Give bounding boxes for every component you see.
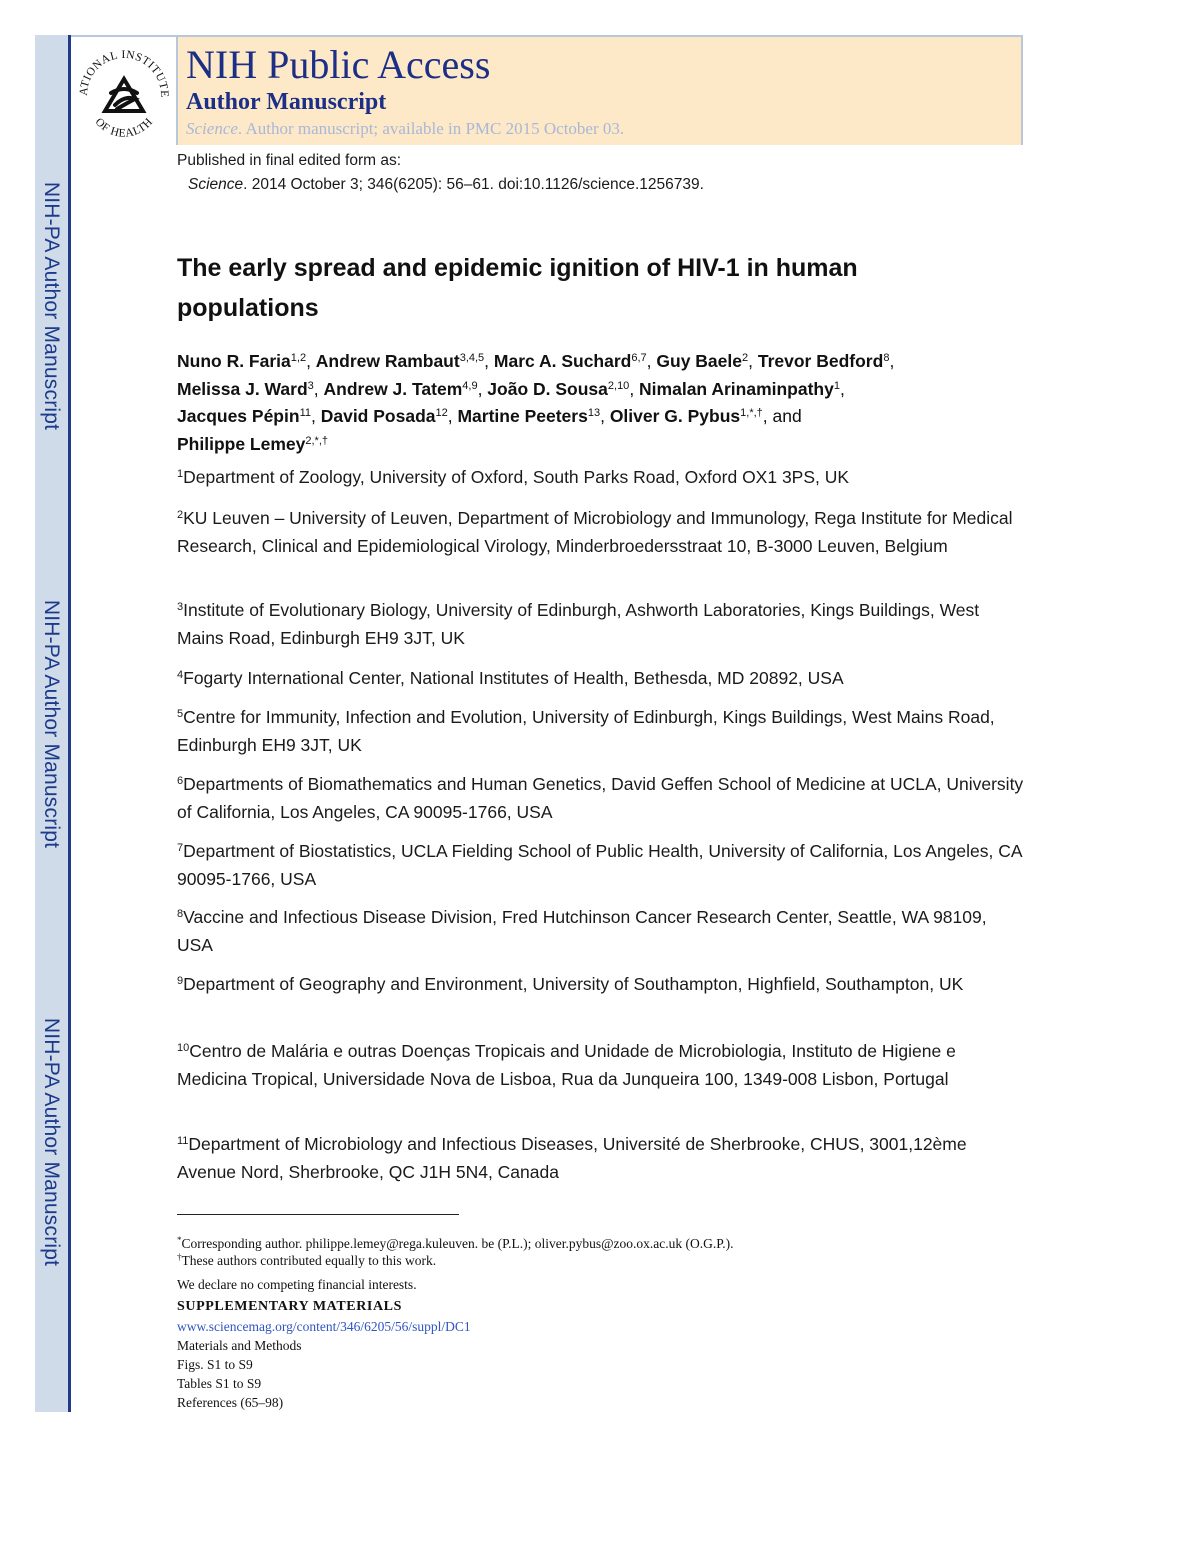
header-journal: Science (186, 119, 238, 138)
affiliation-text: Department of Zoology, University of Oxford, South Parks Road, Oxford OX1 3PS, UK (183, 467, 850, 487)
supplementary-link[interactable]: www.sciencemag.org/content/346/6205/56/suppl/DC1 (177, 1319, 471, 1334)
affiliation-text: Centro de Malária e outras Doenças Tropicais and Unidade de Microbiologia, Instituto de Higiene e Medicina Tropical, Universidade Nova de Lisboa, Rua da Junqueira 100, 1349-008 Lisbon, Portugal (177, 1041, 956, 1089)
affiliation-number: 2 (177, 509, 184, 521)
author-name: Nimalan Arinaminpathy (639, 378, 834, 399)
published-label: Published in final edited form as: (177, 152, 402, 169)
affiliation-number: 3 (177, 601, 184, 613)
author-affiliation-marker: 2,*,† (305, 434, 329, 447)
author-name: Nuno R. Faria (177, 351, 291, 371)
author-separator: , (839, 378, 845, 399)
author-affiliation-marker: 3 (307, 379, 314, 392)
supplementary-item: References (65–98) (177, 1395, 284, 1410)
affiliation (177, 838, 1027, 893)
affiliation (177, 665, 1027, 693)
svg-text:OF HEALTH: OF HEALTH (92, 115, 156, 140)
affiliation-number: 11 (177, 1135, 189, 1147)
affiliation-number: 8 (177, 908, 184, 920)
footnote-rule (177, 1214, 459, 1215)
affiliation-number: 4 (177, 669, 184, 681)
author-separator: , (447, 406, 458, 426)
affiliation-number: 7 (177, 842, 184, 854)
author-name: Andrew J. Tatem (323, 378, 463, 399)
affiliation-text: Institute of Evolutionary Biology, University of Edinburgh, Ashworth Laboratories, Kings Buildings, West Mains Road, Edinburgh EH9 3JT, UK (177, 600, 980, 648)
header (71, 35, 1023, 145)
affiliation-number: 10 (177, 1042, 190, 1054)
affiliation (177, 771, 1027, 826)
affiliation-number: 1 (177, 468, 184, 480)
author-separator: , (748, 351, 758, 371)
header-subtitle: Author Manuscript (186, 89, 387, 115)
author-affiliation-marker: 1,2 (290, 352, 307, 364)
supplementary-item: Materials and Methods (177, 1338, 302, 1353)
article-title: The early spread and epidemic ignition of HIV-1 in human populations (177, 254, 858, 322)
author-separator: , (629, 378, 640, 399)
author-name: Oliver G. Pybus (609, 406, 741, 426)
author-affiliation-marker: 2,10 (607, 379, 630, 392)
author-separator: , (313, 378, 324, 399)
affiliation-text: Vaccine and Infectious Disease Division, Fred Hutchinson Cancer Research Center, Seattle, WA 98109, USA (177, 907, 987, 955)
affiliation-text: Departments of Biomathematics and Human Genetics, David Geffen School of Medicine at UCLA, University of California, Los Angeles, CA 90095-1766, USA (177, 774, 1024, 822)
author-name: David Posada (320, 406, 436, 426)
header-title: NIH Public Access (186, 42, 491, 87)
author-list (177, 348, 1027, 458)
author-separator: , (477, 378, 488, 399)
affiliation (177, 704, 1027, 759)
nih-seal-icon (71, 37, 176, 145)
side-banner-rule (68, 35, 71, 1412)
affiliation (177, 505, 1027, 560)
citation-journal: Science (188, 176, 244, 193)
affiliation-text: KU Leuven – University of Leuven, Department of Microbiology and Immunology, Rega Institute for Medical Research, Clinical and Epidemiological Virology, Minderbroedersstraat 10, B-3000 Leuven, Belgium (177, 508, 1013, 556)
author-separator: , (310, 406, 321, 426)
author-name: Trevor Bedford (757, 351, 884, 371)
author-affiliation-marker: 2 (742, 352, 749, 364)
affiliation-text: Fogarty International Center, National Institutes of Health, Bethesda, MD 20892, USA (183, 668, 844, 688)
author-separator: , and (762, 406, 802, 426)
corresponding-footnote: *Corresponding author. philippe.lemey@rega.kuleuven. be (P.L.); oliver.pybus@zoo.ox.ac.uk (O.G.P.). (177, 1235, 734, 1251)
affiliation (177, 1038, 1027, 1093)
affiliation (177, 597, 1027, 652)
affiliation (177, 904, 1027, 959)
affiliation-text: Department of Biostatistics, UCLA Fielding School of Public Health, University of California, Los Angeles, CA 90095-1766, USA (177, 841, 1022, 889)
author-affiliation-marker: 6,7 (631, 352, 647, 364)
supplementary-item: Tables S1 to S9 (177, 1376, 262, 1391)
author-affiliation-marker: 13 (587, 407, 601, 419)
affiliation-text: Department of Microbiology and Infectious Diseases, Université de Sherbrooke, CHUS, 3001,12ème Avenue Nord, Sherbrooke, QC J1H 5N4, Canada (177, 1134, 967, 1182)
citation: Science. 2014 October 3; 346(6205): 56–61. doi:10.1126/science.1256739. (188, 176, 704, 193)
author-name: Guy Baele (656, 351, 742, 371)
header-banner (176, 37, 1021, 145)
author-name: Melissa J. Ward (177, 378, 308, 399)
author-affiliation-marker: 8 (883, 352, 890, 364)
affiliation-text: Department of Geography and Environment, University of Southampton, Highfield, Southampton, UK (183, 974, 964, 994)
author-name: João D. Sousa (487, 378, 608, 399)
author-affiliation-marker: 4,9 (462, 379, 478, 392)
author-name: Philippe Lemey (177, 433, 306, 454)
affiliation (177, 971, 1027, 999)
author-affiliation-marker: 3,4,5 (459, 352, 485, 364)
affiliation (177, 464, 1027, 492)
affiliation-text: Centre for Immunity, Infection and Evolution, University of Edinburgh, Kings Buildings, West Mains Road, Edinburgh EH9 3JT, UK (177, 707, 995, 755)
author-affiliation-marker: 1,*,† (740, 407, 763, 419)
affiliation-number: 6 (177, 775, 184, 787)
author-name: Andrew Rambaut (315, 351, 460, 371)
supplementary-item: Figs. S1 to S9 (177, 1357, 253, 1372)
svg-text:NATIONAL INSTITUTES: ATIONAL INSTITUTE (77, 48, 171, 98)
author-separator: , (889, 351, 895, 371)
equal-contribution-footnote: †These authors contributed equally to this work. (177, 1252, 437, 1268)
author-separator: , (646, 351, 657, 371)
author-separator: , (600, 406, 610, 426)
author-name: Jacques Pépin (177, 406, 300, 426)
affiliation-number: 9 (177, 975, 184, 987)
affiliation-number: 5 (177, 708, 184, 720)
author-separator: , (306, 351, 316, 371)
supplementary-heading: SUPPLEMENTARY MATERIALS (177, 1299, 403, 1314)
affiliation (177, 1131, 1027, 1186)
competing-interests: We declare no competing financial interests. (177, 1277, 417, 1292)
author-name: Marc A. Suchard (493, 351, 632, 371)
author-separator: , (484, 351, 494, 371)
author-name: Martine Peeters (457, 406, 588, 426)
author-affiliation-marker: 12 (435, 407, 448, 419)
author-affiliation-marker: 11 (299, 407, 311, 419)
header-availability: Science. Author manuscript; available in PMC 2015 October 03. (186, 119, 625, 138)
nih-logo (71, 37, 176, 145)
author-affiliation-marker: 1 (833, 379, 840, 392)
